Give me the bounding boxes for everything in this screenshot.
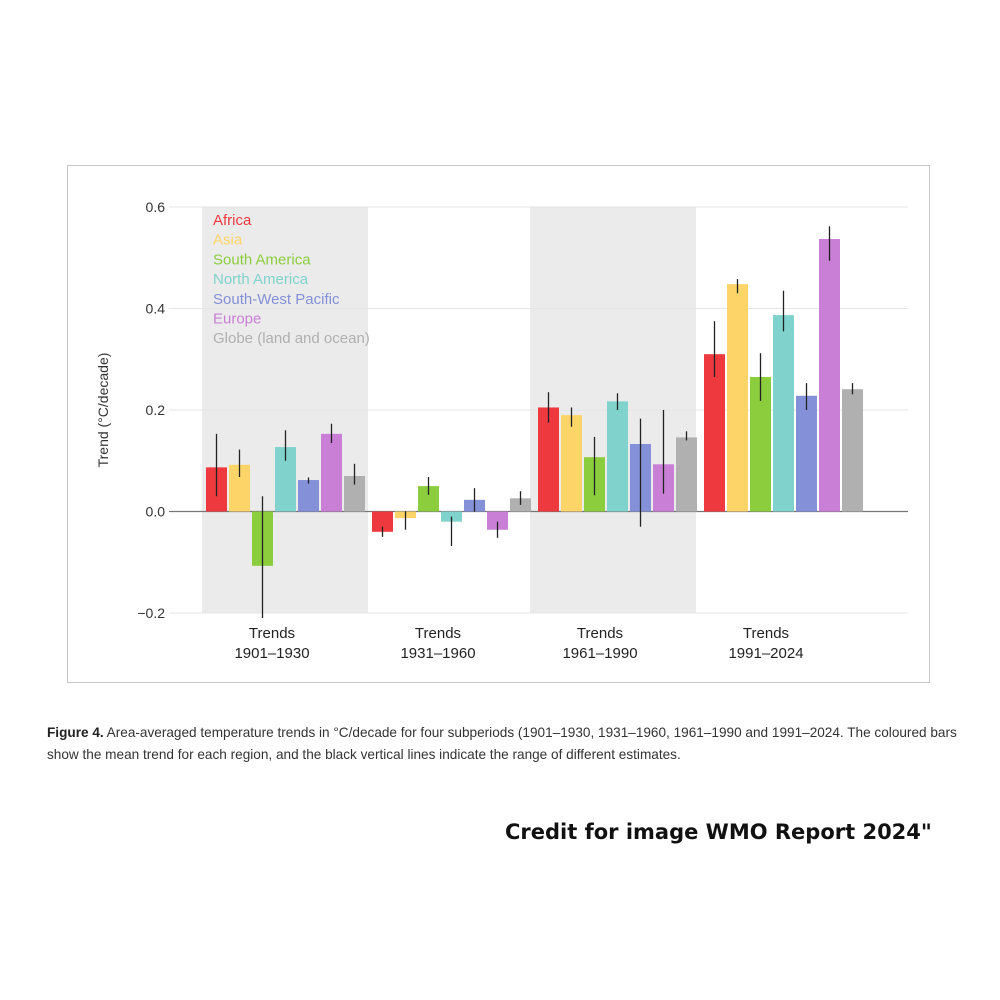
bar — [704, 354, 725, 511]
period-label-line2: 1931–1960 — [400, 645, 476, 662]
bar — [727, 284, 748, 511]
y-tick-label: 0.4 — [145, 300, 165, 317]
legend-entry: South-West Pacific — [213, 290, 340, 308]
image-credit: Credit for image WMO Report 2024" — [505, 820, 932, 844]
y-tick-label: 0.2 — [145, 402, 165, 418]
legend-entry: South America — [213, 251, 311, 269]
legend-entry: Globe (land and ocean) — [213, 330, 370, 348]
period-label-line1: Trends — [414, 625, 462, 642]
legend-entry: Asia — [213, 231, 243, 249]
bar — [676, 437, 697, 511]
chart-frame — [67, 165, 930, 683]
period-labels — [234, 625, 803, 662]
bar — [298, 480, 319, 511]
legend-entry: Europe — [213, 310, 262, 328]
period-label-line2: 1991–2024 — [728, 645, 804, 662]
bar — [842, 389, 863, 511]
caption-label: Figure 4. — [47, 725, 104, 740]
figure-caption — [47, 722, 967, 766]
caption-text: Area-averaged temperature trends in °C/decade for four subperiods (1901–1930, 1931–1960, 1961–1990 and 1991–2024. The coloured bars show the mean trend for each region, and the black vertical lines indicate the range of different estimates. — [47, 725, 957, 762]
y-tick-label: 0.6 — [145, 199, 165, 215]
period-label-line1: Trends — [742, 625, 790, 642]
legend-entry: Africa — [213, 212, 252, 229]
bar — [607, 401, 628, 511]
period-label-line1: Trends — [248, 625, 296, 642]
period-label-line1: Trends — [576, 625, 624, 642]
legend-entry: North America — [213, 271, 309, 289]
bar — [538, 407, 559, 511]
bar — [561, 415, 582, 511]
y-axis-label: Trend (°C/decade) — [95, 352, 111, 468]
y-tick-label: 0.0 — [145, 503, 165, 520]
y-tick-label: −0.2 — [137, 605, 165, 621]
bar — [321, 434, 342, 512]
bar-chart — [68, 166, 929, 682]
bar — [819, 239, 840, 512]
y-axis — [137, 199, 165, 621]
bar — [796, 396, 817, 512]
period-label-line2: 1901–1930 — [234, 645, 310, 662]
bar — [773, 315, 794, 511]
period-label-line2: 1961–1990 — [562, 645, 638, 662]
